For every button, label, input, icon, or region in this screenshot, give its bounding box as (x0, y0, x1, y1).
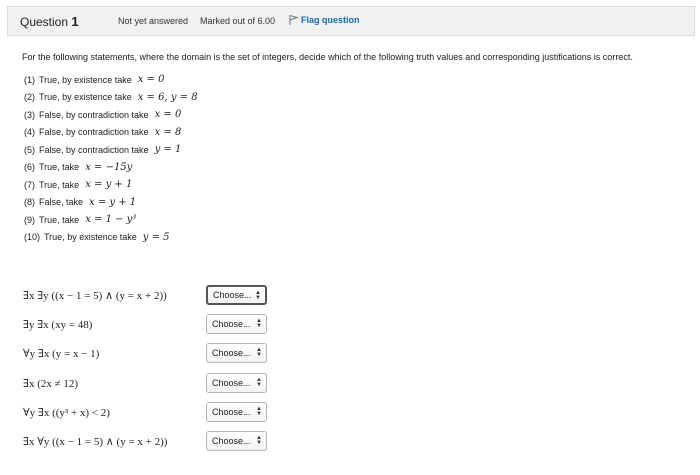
answer-select[interactable] (206, 402, 267, 422)
answer-select-value: Choose... (212, 319, 251, 329)
statement-number: (2) (24, 92, 35, 103)
updown-arrows-icon: ▲ ▼ (256, 318, 262, 329)
answer-select-value: Choose... (212, 378, 251, 388)
statement-math: y = 5 (142, 231, 170, 243)
match-expression: ∃x ∀y ((x − 1 = 5) ∧ (y = x + 2)) (23, 436, 168, 448)
statement-math: x = −15y (85, 161, 133, 173)
statement-item (24, 141, 198, 159)
statement-text: True, take (39, 214, 80, 225)
statement-list (24, 71, 198, 246)
statement-item (24, 106, 198, 124)
match-row (23, 373, 283, 395)
statement-number: (6) (24, 162, 35, 173)
match-expression: ∃y ∃x (xy = 48) (23, 319, 93, 331)
statement-text: True, by existence take (39, 74, 132, 85)
statement-number: (9) (24, 214, 35, 225)
statement-math: x = y + 1 (89, 196, 137, 208)
statement-number: (7) (24, 179, 35, 190)
statement-item (24, 71, 198, 89)
question-info-bar (7, 6, 695, 36)
answer-select[interactable] (206, 343, 267, 363)
updown-arrows-icon: ▲ ▼ (256, 347, 262, 358)
statement-math: y = 1 (154, 144, 182, 156)
question-number: 1 (71, 14, 79, 29)
question-intro: For the following statements, where the domain is the set of integers, decide which of the following truth values and corresponding justifications is correct. (22, 52, 633, 62)
statement-item (24, 176, 198, 194)
match-row (23, 314, 283, 336)
statement-item (24, 159, 198, 177)
answer-select-value: Choose... (212, 348, 251, 358)
statement-text: False, by contradiction take (39, 127, 149, 138)
statement-number: (3) (24, 109, 35, 120)
match-row (23, 285, 283, 307)
statement-text: True, take (39, 162, 80, 173)
match-row (23, 343, 283, 365)
statement-math: x = 1 − y³ (85, 214, 137, 226)
answer-select[interactable] (206, 314, 267, 334)
statement-number: (1) (24, 74, 35, 85)
statement-text: True, take (39, 179, 80, 190)
question-word: Question (20, 15, 69, 29)
match-row (23, 402, 283, 424)
flag-question-label: Flag question (301, 15, 360, 25)
statement-text: False, take (39, 197, 84, 208)
statement-math: x = 6, y = 8 (137, 91, 198, 103)
flag-question-link[interactable] (289, 14, 360, 26)
statement-item (24, 194, 198, 212)
match-expression: ∀y ∃x ((y³ + x) < 2) (23, 407, 110, 419)
statement-item (24, 124, 198, 142)
statement-text: False, by contradiction take (39, 109, 149, 120)
answer-select[interactable] (206, 431, 267, 451)
statement-math: x = 0 (137, 74, 165, 86)
updown-arrows-icon: ▲ ▼ (256, 406, 262, 417)
statement-text: True, by existence take (44, 232, 137, 243)
answer-select-value: Choose... (212, 407, 251, 417)
answer-select-value: Choose... (213, 290, 252, 300)
answer-select[interactable] (206, 285, 267, 305)
statement-item (24, 89, 198, 107)
statement-number: (5) (24, 144, 35, 155)
match-expression: ∃x (2x ≠ 12) (23, 378, 79, 390)
statement-item (24, 211, 198, 229)
question-state: Not yet answered (118, 16, 189, 26)
statement-number: (10) (24, 232, 41, 243)
match-row (23, 431, 283, 453)
statement-math: x = y + 1 (85, 179, 133, 191)
statement-text: True, by existence take (39, 92, 132, 103)
answer-select[interactable] (206, 373, 267, 393)
flag-icon (289, 14, 299, 26)
statement-item (24, 229, 198, 247)
question-label (20, 14, 79, 29)
updown-arrows-icon: ▲ ▼ (256, 435, 262, 446)
answer-select-value: Choose... (212, 436, 251, 446)
statement-math: x = 0 (154, 109, 182, 121)
statement-math: x = 8 (154, 126, 182, 138)
statement-number: (4) (24, 127, 35, 138)
match-expression: ∃x ∃y ((x − 1 = 5) ∧ (y = x + 2)) (23, 290, 167, 302)
updown-arrows-icon: ▲ ▼ (256, 377, 262, 388)
statement-number: (8) (24, 197, 35, 208)
match-expression: ∀y ∃x (y = x − 1) (23, 348, 100, 360)
statement-text: False, by contradiction take (39, 144, 149, 155)
question-grade: Marked out of 6.00 (200, 16, 276, 26)
updown-arrows-icon: ▲ ▼ (255, 290, 261, 301)
